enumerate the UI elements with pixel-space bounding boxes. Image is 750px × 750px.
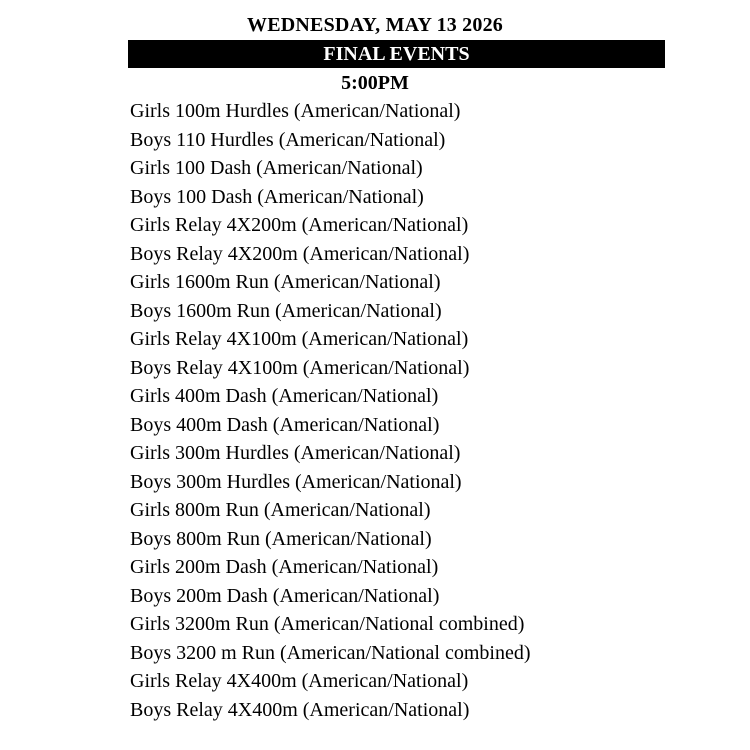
event-item: Girls 3200m Run (American/National combined): [130, 613, 525, 635]
date-heading: WEDNESDAY, MAY 13 2026: [247, 14, 503, 36]
event-item: Boys 200m Dash (American/National): [130, 584, 440, 607]
event-item: Boys 110 Hurdles (American/National): [130, 128, 446, 151]
event-item: Girls Relay 4X200m (American/National): [130, 214, 469, 236]
event-item: Girls Relay 4X400m (American/National): [130, 670, 469, 692]
event-item: Boys Relay 4X200m (American/National): [130, 242, 470, 265]
event-item: Girls 100m Hurdles (American/National): [130, 100, 461, 122]
event-item: Girls 800m Run (American/National): [130, 499, 431, 521]
event-item: Girls Relay 4X100m (American/National): [130, 328, 469, 350]
event-item: Girls 1600m Run (American/National): [130, 271, 441, 293]
event-item: Boys 1600m Run (American/National): [130, 299, 442, 322]
event-item: Girls 200m Dash (American/National): [130, 556, 439, 578]
event-item: Boys 800m Run (American/National): [130, 527, 432, 550]
event-item: Boys 300m Hurdles (American/National): [130, 470, 462, 493]
event-item: Boys Relay 4X400m (American/National): [130, 698, 470, 721]
event-item: Girls 400m Dash (American/National): [130, 385, 439, 407]
start-time-heading: 5:00PM: [341, 72, 409, 94]
event-item: Girls 300m Hurdles (American/National): [130, 442, 461, 464]
event-item: Girls 100 Dash (American/National): [130, 157, 423, 179]
event-item: Boys 100 Dash (American/National): [130, 185, 424, 208]
event-item: Boys Relay 4X100m (American/National): [130, 356, 470, 379]
event-list: [130, 97, 530, 724]
event-item: Boys 400m Dash (American/National): [130, 413, 440, 436]
event-item: Boys 3200 m Run (American/National combined): [130, 641, 531, 664]
final-events-banner: FINAL EVENTS: [128, 40, 665, 68]
